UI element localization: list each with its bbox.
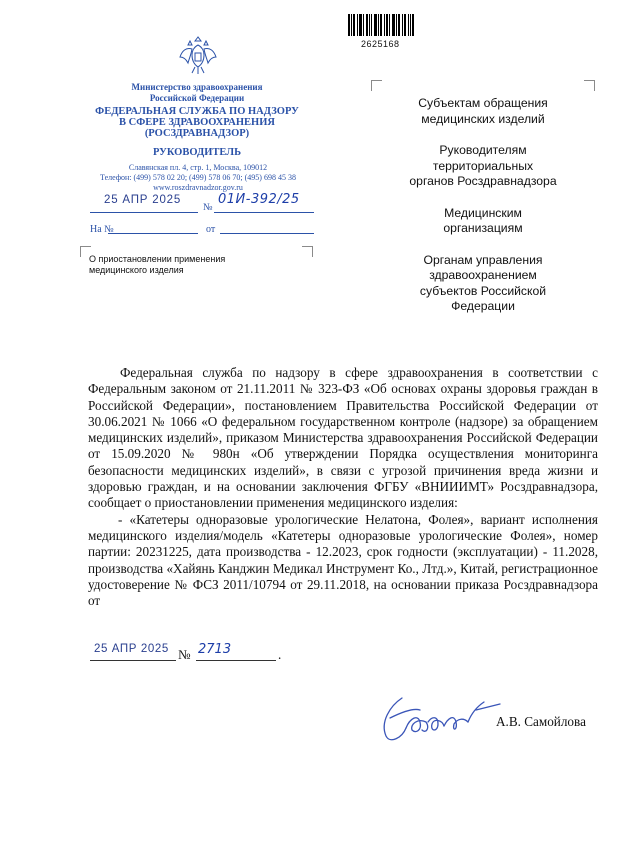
service-name-2: В СФЕРЕ ЗДРАВООХРАНЕНИЯ — [119, 117, 275, 128]
letter-body — [88, 365, 598, 609]
addressee-2 — [392, 143, 574, 190]
addressee-bracket-right — [584, 80, 595, 91]
addressee-4 — [392, 253, 574, 315]
service-abbreviation: (РОСЗДРАВНАДЗОР) — [144, 128, 250, 139]
order-number: 2713 — [198, 642, 232, 657]
reference-date-label: от — [206, 224, 216, 235]
date-stamp: 25 АПР 2025 — [104, 194, 182, 206]
addressee-line: Медицинским — [444, 205, 522, 220]
order-number-label: № — [178, 647, 191, 662]
coat-of-arms-icon — [177, 33, 219, 77]
addressee-line: Федерации — [451, 299, 515, 313]
date-underline — [90, 212, 198, 213]
order-number-underline — [196, 660, 276, 661]
body-item: - «Катетеры одноразовые урологические Нелатона, Фолея», вариант исполнения медицинского изделия/модель «Катетеры одноразовые урологические Фолея», номер партии: 20231225, дата производства - 12.2023, срок годности (эксплуатации) - 11.2028, производства «Хайянь Канджин Медикал Инструмент Ко., Лтд.», Китай, регистрационное удостоверение № ФСЗ 2011/10794 от 29.11.2018, на основании приказа Росздравнадзора от — [88, 511, 598, 609]
address: Славянская пл. 4, стр. 1, Москва, 109012 — [128, 163, 268, 172]
addressee-line: органов Росздравнадзора — [409, 174, 557, 188]
ministry-name: Министерство здравоохранения — [131, 82, 263, 92]
website: www.roszdravnadzor.gov.ru — [153, 183, 243, 192]
signer-name: А.В. Самойлова — [496, 714, 586, 729]
addressee-line: организациям — [443, 221, 523, 235]
addressee-line: Субъектам обращения — [418, 96, 548, 110]
subject-bracket-right — [302, 246, 313, 257]
order-date-underline — [90, 660, 176, 661]
registration-number: 01И-392/25 — [218, 192, 300, 207]
addressee-line: медицинских изделий — [421, 111, 545, 126]
addressee-line: территориальных — [432, 158, 534, 173]
addressee-line: здравоохранением — [429, 268, 537, 282]
addressee-block — [392, 96, 574, 331]
reference-date-underline — [220, 233, 314, 234]
ministry-name-2: Российской Федерации — [149, 93, 245, 103]
reference-number-underline — [108, 233, 198, 234]
service-name: ФЕДЕРАЛЬНАЯ СЛУЖБА ПО НАДЗОРУ — [95, 106, 299, 117]
subject-line — [89, 254, 299, 276]
order-end-mark: . — [278, 647, 282, 662]
subject-line-1: О приостановлении применения — [89, 254, 226, 264]
subject-line-2: медицинского изделия — [89, 265, 184, 275]
addressee-line: Руководителям — [439, 143, 527, 157]
reference-number-label: На № — [90, 224, 114, 235]
barcode-image — [348, 14, 414, 36]
barcode-number: 2625168 — [361, 39, 400, 49]
number-label: № — [203, 202, 213, 213]
head-title: РУКОВОДИТЕЛЬ — [152, 147, 242, 158]
phone-numbers: Телефон: (499) 578 02 20; (499) 578 06 70; (495) 698 45 38 — [100, 173, 296, 182]
addressee-line: Органам управления — [423, 252, 543, 267]
addressee-bracket-left — [371, 80, 382, 91]
body-paragraph: Федеральная служба по надзору в сфере здравоохранения в соответствии с Федеральным законом от 21.11.2011 № 323-ФЗ «Об основах охраны здоровья граждан в Российской Федерации», постановлением Правительства Российской Федерации от 30.06.2021 № 1066 «О федеральном государственном контроле (надзоре) за обращением медицинских изделий», приказом Министерства здравоохранения Российской Федерации от 15.09.2020 № 980н «Об утверждении Порядка осуществления мониторинга безопасности медицинских изделий», в связи с угрозой причинения вреда жизни и здоровью граждан, и на основании заключения ФГБУ «ВНИИИМТ» Росздравнадзора, сообщает о приостановлении применения медицинского изделия: — [88, 365, 598, 511]
order-date-stamp: 25 АПР 2025 — [94, 643, 169, 655]
addressee-3 — [392, 206, 574, 237]
addressee-1 — [392, 96, 574, 127]
number-underline — [214, 212, 314, 213]
handwritten-signature — [372, 688, 502, 750]
addressee-line: субъектов Российской — [419, 283, 547, 298]
